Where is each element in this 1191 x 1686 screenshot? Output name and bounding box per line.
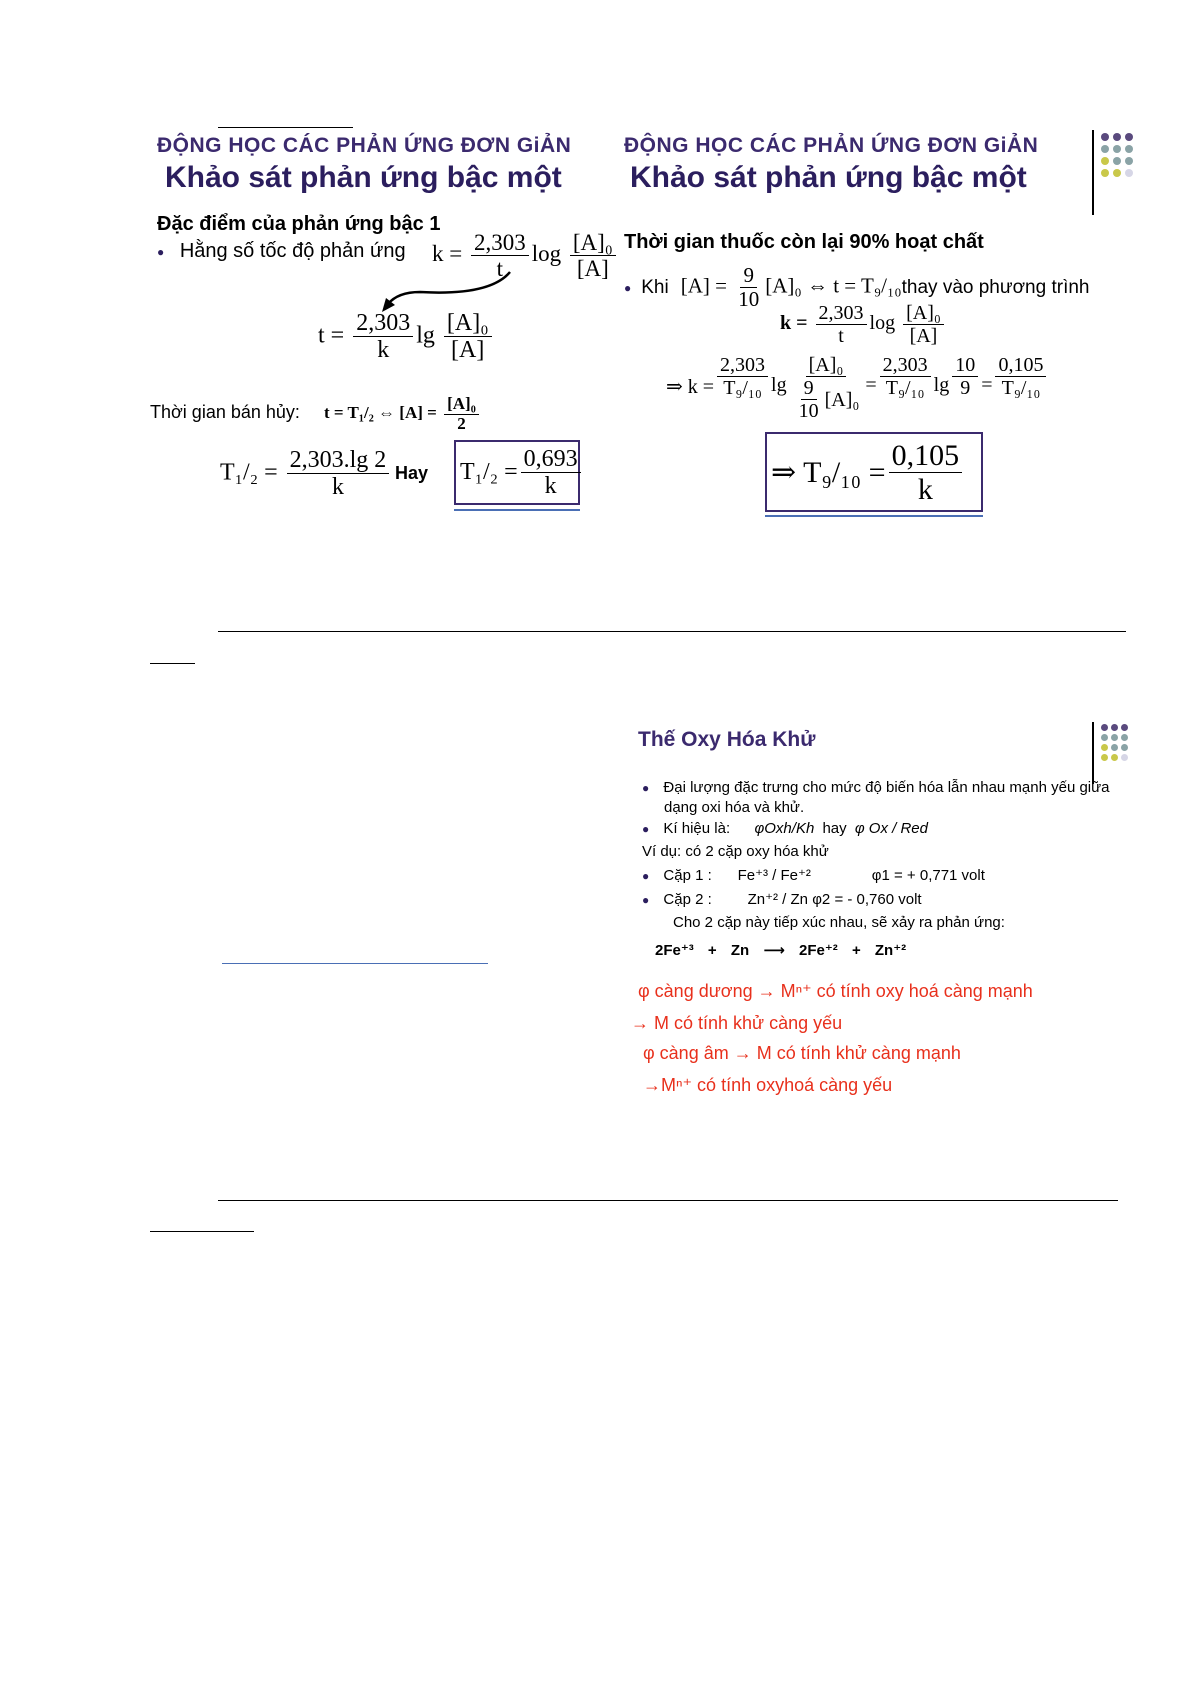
slide2-decor-dots [1101, 133, 1133, 177]
frac-0105-k [889, 439, 963, 506]
dot [1125, 145, 1133, 153]
b2-label: Kí hiệu là: [663, 820, 731, 837]
k-lhs: k = [780, 312, 808, 335]
b2-sym2: φ Ox / Red [854, 820, 928, 837]
dot [1101, 754, 1108, 761]
slide3-rule-4: →Mⁿ⁺ có tính oxyhoá càng yếu [643, 1075, 893, 1095]
num: [A]₀ [570, 230, 616, 256]
t-lhs: t = [318, 322, 345, 349]
den: T₉/₁₀ [885, 377, 925, 399]
slide1-bullet-text: Hằng số tốc độ phản ứng [179, 240, 406, 262]
k-lhs: k = [432, 241, 463, 267]
slide1-header: ĐỘNG HỌC CÁC PHẢN ỨNG ĐƠN GiẢN [157, 134, 572, 157]
dot [1111, 754, 1118, 761]
den: 10 [738, 287, 760, 312]
half-life-condition [324, 395, 482, 433]
dot [1125, 157, 1133, 165]
frac-0105-T910 [995, 354, 1046, 399]
den: [A] [909, 325, 938, 347]
dot [1113, 157, 1121, 165]
slide3-pair-1 [642, 866, 985, 884]
dot [1101, 133, 1109, 141]
dot [1101, 724, 1108, 731]
b1-text: Đại lượng đặc trưng cho mức độ biến hóa lẫn nhau mạnh yếu giữa dạng oxi hóa và khử. [663, 779, 1110, 816]
frac-9-10 [735, 264, 762, 311]
b2-hay: hay [822, 820, 847, 837]
dot [1111, 744, 1118, 751]
slide2-title: Khảo sát phản ứng bậc một [630, 161, 1027, 194]
slide3-decor-dots [1101, 724, 1128, 761]
frac-lg2-k [287, 447, 390, 501]
slide2-k-formula [780, 302, 947, 347]
num: 2,303 [471, 230, 529, 256]
slide3-bullet-1 [642, 778, 1134, 817]
slide2-derivation [666, 354, 1049, 422]
dot [1101, 157, 1109, 165]
section-rule-2-short [150, 1231, 254, 1232]
dot [1121, 734, 1128, 741]
slide3-rule-1: φ càng dương → Mⁿ⁺ có tính oxy hoá càng mạnh [638, 981, 1033, 1001]
dot [1125, 133, 1133, 141]
A-eq: [A] = [680, 273, 727, 298]
pair1-label: Cặp 1 : [663, 867, 712, 884]
pair2-couple: Zn⁺² / Zn [747, 891, 809, 908]
half-life-formula [220, 447, 392, 501]
slide2-subtitle: Thời gian thuốc còn lại 90% hoạt chất [624, 231, 984, 253]
slide3-reaction: 2Fe⁺³ + Zn ⟶ 2Fe⁺² + Zn⁺² [655, 942, 907, 959]
frac-A0-2 [444, 395, 479, 433]
slide2-vertical-rule [1092, 130, 1094, 215]
num: 2,303.lg 2 [287, 447, 390, 474]
dot [1113, 133, 1121, 141]
num: 0,693 [521, 446, 581, 473]
den: k [917, 472, 933, 506]
lg-op: lg [416, 322, 435, 349]
T-half-lhs-boxed: T₁/₂ = [460, 459, 518, 485]
den: [A] [576, 256, 609, 282]
section-rule-1-short [150, 663, 195, 664]
den: k [377, 337, 390, 364]
dot [1113, 145, 1121, 153]
A0: [A]₀ [824, 388, 860, 411]
section-rule-1 [218, 631, 1126, 632]
frac-9-10-inner [796, 377, 822, 422]
den: T₉/₁₀ [1001, 377, 1041, 399]
T-half-lhs: T₁/₂ = [220, 459, 278, 486]
num: [A]₀ [806, 354, 847, 377]
num: 2,303 [717, 354, 768, 377]
num: [A]₀ [903, 302, 944, 325]
pair2-value: φ2 = - 0,760 volt [812, 891, 922, 908]
half-box-underline [454, 509, 580, 511]
implies-k: ⇒ k = [666, 376, 715, 398]
slide1-subtitle: Đặc điểm của phản ứng bậc 1 [157, 213, 441, 235]
num: 2,303 [816, 302, 867, 325]
khi-tail: thay vào phương trình [901, 276, 1090, 298]
frac-2303-k [353, 310, 413, 364]
pair1-couple: Fe⁺³ / Fe⁺² [737, 867, 811, 884]
dot [1101, 145, 1109, 153]
den-nested [790, 377, 863, 422]
hay-label: Hay [395, 463, 429, 483]
t910-box [765, 432, 983, 512]
slide3-rule-3: φ càng âm → M có tính khử càng mạnh [643, 1043, 961, 1063]
frac-2303-T910 [717, 354, 768, 399]
frac-A0-nested [790, 354, 863, 422]
den: k [331, 474, 344, 501]
slide3-vertical-rule [1092, 722, 1094, 784]
frac-A0-A [570, 230, 616, 282]
section-rule-2 [218, 1200, 1118, 1201]
den: k [544, 473, 557, 499]
den: 9 [960, 377, 971, 399]
cond-text: t = T₁/₂ ⇔ [A] = [324, 403, 437, 423]
frac-2303-T910-b [880, 354, 931, 399]
dot [1111, 724, 1118, 731]
slide3-example: Ví dụ: có 2 cặp oxy hóa khử [642, 843, 829, 860]
lg-op: lg [933, 374, 950, 396]
frac-2303-t [816, 302, 867, 347]
num: 9 [740, 264, 757, 288]
dot [1111, 734, 1118, 741]
slide1-t-formula [318, 310, 495, 364]
dot [1121, 754, 1128, 761]
b2-sym1: φOxh/Kh [754, 820, 815, 837]
den: [A] [451, 337, 485, 364]
blue-link-rule [222, 963, 488, 964]
frac-A0-A-2 [444, 310, 492, 364]
den: 10 [798, 400, 819, 422]
khi: ● Khi [641, 276, 669, 298]
pair2-label: Cặp 2 : [663, 891, 712, 908]
dot [1113, 169, 1121, 177]
lg-op: lg [771, 374, 787, 396]
slide1-title: Khảo sát phản ứng bậc một [165, 161, 562, 194]
half-life-box [454, 440, 580, 505]
den: T₉/₁₀ [723, 377, 762, 399]
t910-box-underline [765, 515, 983, 517]
num: [A]₀ [444, 310, 492, 337]
log-op: log [869, 312, 896, 335]
den: t [496, 256, 504, 282]
dot [1101, 734, 1108, 741]
num: 2,303 [880, 354, 931, 377]
pair1-value: φ1 = + 0,771 volt [871, 867, 985, 884]
dot [1121, 744, 1128, 751]
A0: [A]₀ [765, 273, 802, 298]
num: [A]₀ [444, 395, 479, 415]
slide3-rule-2: → M có tính khử càng yếu [631, 1013, 843, 1033]
half-life-label: Thời gian bán hủy: [150, 402, 300, 422]
num: 0,105 [995, 354, 1046, 377]
top-short-rule [218, 127, 353, 128]
slide3-contact: Cho 2 cặp này tiếp xúc nhau, sẽ xảy ra phản ứng: [673, 914, 1005, 931]
dot [1121, 724, 1128, 731]
dot [1101, 744, 1108, 751]
slide1-bullet [157, 240, 406, 263]
num: 10 [952, 354, 978, 377]
slide3-title: Thế Oxy Hóa Khử [638, 728, 816, 751]
eq: = [981, 374, 993, 396]
dot [1125, 169, 1133, 177]
boxed-lhs: ⇒ T₉/₁₀ = [771, 455, 886, 489]
frac-10-9 [952, 354, 978, 399]
dot [1101, 169, 1109, 177]
num: 2,303 [353, 310, 413, 337]
iff: ⇔ t = T₉/₁₀ [806, 273, 902, 298]
num: 0,105 [889, 439, 963, 473]
slide3-bullet-2 [642, 820, 928, 837]
eq: = [865, 374, 877, 396]
num: 9 [801, 377, 817, 400]
slide3-pair-2 [642, 890, 922, 908]
curved-arrow-icon [380, 268, 520, 313]
log-op: log [531, 241, 562, 267]
frac-A0-A [903, 302, 944, 347]
den: 2 [457, 413, 466, 433]
den: t [838, 325, 844, 347]
frac-0693-k [521, 446, 581, 500]
slide2-header: ĐỘNG HỌC CÁC PHẢN ỨNG ĐƠN GiẢN [624, 134, 1039, 157]
